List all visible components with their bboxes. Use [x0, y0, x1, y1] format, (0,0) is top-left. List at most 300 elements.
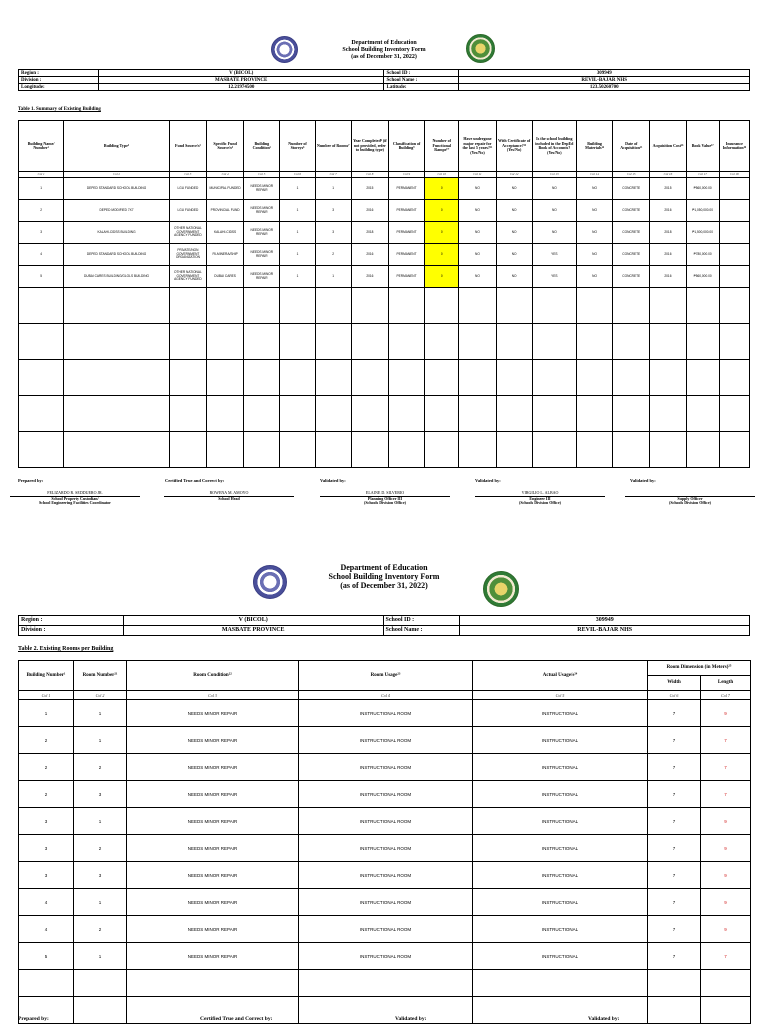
cell-actual-usage: INSTRUCTIONAL — [473, 781, 648, 808]
cell-major-repair: NO — [459, 266, 496, 288]
cell-building-name: 4 — [19, 244, 64, 266]
cell-length: 7 — [701, 781, 751, 808]
cell-date-of-acquisition: CONCRETE — [613, 244, 650, 266]
signatory-engineer — [475, 491, 605, 506]
validated-by-label-1: Validated by: — [395, 1016, 427, 1022]
table-row — [19, 244, 750, 266]
cell-width: 7 — [648, 727, 701, 754]
empty-row — [19, 970, 751, 997]
cell-building-number: 4 — [19, 916, 74, 943]
cell-actual-usage: INSTRUCTIONAL — [473, 943, 648, 970]
header-room-dimension: Room Dimension (in Meters)²⁵ — [648, 661, 751, 676]
cell-room-condition: NEEDS MINOR REPAIR — [127, 916, 299, 943]
school-info-table — [18, 615, 750, 636]
cell-major-repair: NO — [459, 244, 496, 266]
table-row — [19, 754, 751, 781]
table-row — [19, 916, 751, 943]
empty-cell — [388, 324, 424, 360]
empty-cell — [207, 396, 244, 432]
cell-date-of-acquisition: CONCRETE — [613, 178, 650, 200]
empty-cell — [19, 360, 64, 396]
rooms-per-building-table — [18, 660, 751, 1024]
cell-specific-fund-source: PROVINCIAL FUND — [207, 200, 244, 222]
cell-number-of-rooms: 1 — [315, 178, 351, 200]
cell-certificate-of-acceptance: NO — [496, 244, 532, 266]
empty-cell — [207, 432, 244, 468]
column-number: Col 5 — [473, 691, 648, 700]
cell-functional-ramps: 0 — [425, 266, 459, 288]
table2-label: Table 2. Existing Rooms per Building — [18, 646, 114, 652]
header-actual-usage: Actual Usage/s²⁴ — [473, 661, 648, 691]
validated-by-label-2: Validated by: — [588, 1016, 620, 1022]
cell-specific-fund-source: FILMINERA/SHIP — [207, 244, 244, 266]
signatory-school-head — [164, 491, 294, 501]
cell-room-usage: INSTRUCTIONAL ROOM — [299, 727, 473, 754]
table2-header-row-1 — [19, 661, 751, 676]
cell-classification: PERMANENT — [388, 200, 424, 222]
header-certificate-of-acceptance: With Certificate of Acceptance?¹² (Yes/No) — [496, 121, 532, 172]
school-id-label: School ID : — [384, 70, 459, 77]
cell-room-usage: INSTRUCTIONAL ROOM — [299, 916, 473, 943]
school-id-label: School ID : — [383, 616, 460, 626]
column-number: Col 3 — [169, 172, 206, 178]
empty-cell — [299, 970, 473, 997]
empty-cell — [459, 432, 496, 468]
empty-cell — [701, 997, 751, 1024]
column-number: Col 7 — [701, 691, 751, 700]
table-row — [19, 700, 751, 727]
cell-classification: PERMANENT — [388, 222, 424, 244]
column-number: Col 15 — [613, 172, 650, 178]
cell-number-of-storeys: 1 — [280, 266, 315, 288]
title-line-3: (as of December 31, 2022) — [340, 581, 428, 590]
header-building-materials: Building Materials¹⁴ — [576, 121, 612, 172]
latitude-label: Latitude: — [384, 84, 459, 91]
cell-width: 7 — [648, 808, 701, 835]
cell-room-usage: INSTRUCTIONAL ROOM — [299, 808, 473, 835]
table-row — [19, 835, 751, 862]
cell-room-condition: NEEDS MINOR REPAIR — [127, 862, 299, 889]
header-building-number: Building Number¹ — [19, 661, 74, 691]
empty-cell — [64, 396, 170, 432]
cell-number-of-rooms: 3 — [315, 200, 351, 222]
empty-cell — [19, 324, 64, 360]
cell-book-value: ₱560,000.00 — [686, 178, 719, 200]
cell-building-materials: NO — [576, 222, 612, 244]
cell-functional-ramps: 0 — [425, 222, 459, 244]
cell-specific-fund-source: KALAHI-CIDSS — [207, 222, 244, 244]
empty-cell — [244, 360, 280, 396]
cell-room-condition: NEEDS MINOR REPAIR — [127, 781, 299, 808]
cell-building-number: 3 — [19, 808, 74, 835]
title-line-1: Department of Education — [351, 40, 417, 46]
cell-building-condition: NEEDS MINOR REPAIR — [244, 178, 280, 200]
cell-book-value: ₱1,050,000.00 — [686, 200, 719, 222]
cell-date-of-acquisition: CONCRETE — [613, 200, 650, 222]
empty-cell — [388, 432, 424, 468]
cell-book-of-accounts: YES — [532, 244, 576, 266]
empty-cell — [686, 396, 719, 432]
cell-building-name: 3 — [19, 222, 64, 244]
empty-cell — [19, 432, 64, 468]
signatory-planning-officer — [320, 491, 450, 506]
column-number: Col 16 — [650, 172, 686, 178]
cell-room-number: 3 — [74, 781, 127, 808]
column-number: Col 17 — [686, 172, 719, 178]
cell-insurance-information — [719, 266, 749, 288]
prepared-by-label: Prepared by: — [18, 1016, 49, 1022]
empty-cell — [719, 324, 749, 360]
header-building-type: Building Type² — [64, 121, 170, 172]
division-value: MASBATE PROVINCE — [123, 626, 383, 636]
cell-building-name: 5 — [19, 266, 64, 288]
empty-cell — [719, 432, 749, 468]
empty-cell — [207, 360, 244, 396]
validated-by-label-3: Validated by: — [630, 478, 656, 483]
school-name-label: School Name : — [384, 77, 459, 84]
empty-cell — [576, 396, 612, 432]
column-number: Col 9 — [388, 172, 424, 178]
cell-room-usage: INSTRUCTIONAL ROOM — [299, 700, 473, 727]
building-summary-table — [18, 120, 750, 468]
column-number: Col 11 — [459, 172, 496, 178]
column-number: Col 14 — [576, 172, 612, 178]
empty-cell — [532, 324, 576, 360]
page-title — [274, 563, 494, 590]
signatory-role: (Schools Division Office) — [519, 500, 561, 505]
empty-cell — [650, 324, 686, 360]
header-building-condition: Building Condition⁵ — [244, 121, 280, 172]
empty-cell — [244, 432, 280, 468]
empty-cell — [648, 997, 701, 1024]
cell-major-repair: NO — [459, 222, 496, 244]
cell-building-number: 3 — [19, 862, 74, 889]
empty-cell — [299, 997, 473, 1024]
empty-cell — [459, 324, 496, 360]
division-value: MASBATE PROVINCE — [98, 77, 384, 84]
table-row — [19, 200, 750, 222]
header-building-name: Building Name/ Number¹ — [19, 121, 64, 172]
cell-length: 9 — [701, 835, 751, 862]
cell-actual-usage: INSTRUCTIONAL — [473, 727, 648, 754]
cell-building-number: 4 — [19, 889, 74, 916]
empty-cell — [701, 970, 751, 997]
column-number: Col 2 — [74, 691, 127, 700]
empty-cell — [244, 288, 280, 324]
cell-room-number: 2 — [74, 754, 127, 781]
cell-length: 7 — [701, 754, 751, 781]
cell-room-usage: INSTRUCTIONAL ROOM — [299, 781, 473, 808]
header-functional-ramps: Number of Functional Ramps¹⁰ — [425, 121, 459, 172]
empty-cell — [280, 396, 315, 432]
empty-cell — [169, 324, 206, 360]
region-value: V (BICOL) — [123, 616, 383, 626]
cell-width: 7 — [648, 781, 701, 808]
school-name-value: REVIL-BAJAR NHS — [460, 626, 750, 636]
cell-actual-usage: INSTRUCTIONAL — [473, 808, 648, 835]
column-number: Col 5 — [244, 172, 280, 178]
validated-by-label-2: Validated by: — [475, 478, 501, 483]
column-number: Col 12 — [496, 172, 532, 178]
cell-room-usage: INSTRUCTIONAL ROOM — [299, 862, 473, 889]
cell-acquisition-cost: 2016 — [650, 266, 686, 288]
header-number-of-rooms: Number of Rooms⁷ — [315, 121, 351, 172]
prepared-by-label: Prepared by: — [18, 478, 44, 483]
header-fund-source: Fund Source/s³ — [169, 121, 206, 172]
empty-cell — [280, 432, 315, 468]
header-book-of-accounts: Is the school building included in the DepEd Book of Accounts? (Yes/No) — [532, 121, 576, 172]
cell-book-value: ₱560,000.00 — [686, 266, 719, 288]
signatory-role: School Head — [218, 495, 240, 501]
cell-building-materials: NO — [576, 266, 612, 288]
empty-cell — [686, 432, 719, 468]
cell-insurance-information — [719, 222, 749, 244]
column-number: Col 8 — [351, 172, 388, 178]
header-insurance-information: Insurance Information¹⁸ — [719, 121, 749, 172]
title-line-1: Department of Education — [340, 563, 428, 572]
table-row — [19, 222, 750, 244]
division-label: Division : — [19, 626, 124, 636]
title-line-2: School Building Inventory Form — [342, 47, 426, 53]
empty-cell — [496, 324, 532, 360]
header-book-value: Book Value¹⁷ — [686, 121, 719, 172]
cell-date-of-acquisition: CONCRETE — [613, 222, 650, 244]
cell-number-of-rooms: 3 — [315, 222, 351, 244]
empty-cell — [169, 396, 206, 432]
cell-specific-fund-source: DUBAI CARES — [207, 266, 244, 288]
column-number: Col 6 — [648, 691, 701, 700]
empty-cell — [532, 288, 576, 324]
table-row — [19, 266, 750, 288]
empty-cell — [388, 360, 424, 396]
cell-building-type: DEPED STANDARD SCHOOL BUILDING — [64, 244, 170, 266]
table-row — [19, 178, 750, 200]
empty-row — [19, 432, 750, 468]
empty-cell — [169, 432, 206, 468]
empty-cell — [64, 360, 170, 396]
empty-row — [19, 360, 750, 396]
cell-length: 9 — [701, 916, 751, 943]
cell-building-materials: NO — [576, 178, 612, 200]
cell-building-number: 3 — [19, 835, 74, 862]
cell-room-condition: NEEDS MINOR REPAIR — [127, 835, 299, 862]
header-date-of-acquisition: Date of Acquisition¹⁵ — [613, 121, 650, 172]
cell-width: 7 — [648, 862, 701, 889]
school-id-value: 309949 — [460, 616, 750, 626]
cell-building-condition: NEEDS MINOR REPAIR — [244, 200, 280, 222]
cell-building-name: 1 — [19, 178, 64, 200]
empty-cell — [127, 970, 299, 997]
column-number: Col 1 — [19, 691, 74, 700]
cell-major-repair: NO — [459, 178, 496, 200]
column-number: Col 3 — [127, 691, 299, 700]
cell-number-of-storeys: 1 — [280, 200, 315, 222]
empty-cell — [459, 288, 496, 324]
empty-cell — [576, 360, 612, 396]
cell-actual-usage: INSTRUCTIONAL — [473, 889, 648, 916]
empty-cell — [459, 396, 496, 432]
latitude-value: 123.50260700 — [459, 84, 750, 91]
header-classification: Classification of Building⁹ — [388, 121, 424, 172]
empty-cell — [650, 288, 686, 324]
cell-room-number: 1 — [74, 808, 127, 835]
header-year-completed: Year Completed⁸ (if not provided, refer to building type) — [351, 121, 388, 172]
empty-cell — [719, 288, 749, 324]
cell-functional-ramps: 0 — [425, 200, 459, 222]
empty-cell — [19, 288, 64, 324]
cell-length: 9 — [701, 808, 751, 835]
column-number: Col 4 — [299, 691, 473, 700]
empty-cell — [169, 288, 206, 324]
cell-acquisition-cost: 2016 — [650, 244, 686, 266]
empty-cell — [351, 432, 388, 468]
cell-room-usage: INSTRUCTIONAL ROOM — [299, 889, 473, 916]
cell-year-completed: 2016 — [351, 266, 388, 288]
school-info-table — [18, 69, 750, 91]
cell-length: 7 — [701, 727, 751, 754]
empty-cell — [613, 288, 650, 324]
cell-book-of-accounts: NO — [532, 222, 576, 244]
cell-building-type: DUBAI CARES BUILDING/GLOLS BUILDING — [64, 266, 170, 288]
cell-year-completed: 2015 — [351, 178, 388, 200]
empty-cell — [280, 324, 315, 360]
cell-width: 7 — [648, 889, 701, 916]
empty-cell — [64, 288, 170, 324]
signatory-role: Supply Officer — [677, 495, 703, 501]
cell-building-type: KALAHI-CIDSS BUILDING — [64, 222, 170, 244]
empty-cell — [496, 432, 532, 468]
signatory-role: (Schools Division Office) — [364, 500, 406, 505]
empty-row — [19, 997, 751, 1024]
empty-cell — [473, 970, 648, 997]
cell-room-condition: NEEDS MINOR REPAIR — [127, 754, 299, 781]
cell-building-number: 5 — [19, 943, 74, 970]
empty-cell — [425, 360, 459, 396]
table-row — [19, 943, 751, 970]
empty-cell — [686, 288, 719, 324]
header-specific-fund-source: Specific Fund Source/s⁴ — [207, 121, 244, 172]
cell-actual-usage: INSTRUCTIONAL — [473, 700, 648, 727]
empty-cell — [425, 288, 459, 324]
header-width: Width — [648, 676, 701, 691]
empty-cell — [351, 360, 388, 396]
empty-cell — [532, 432, 576, 468]
cell-specific-fund-source: MUNICIPAL FUNDED — [207, 178, 244, 200]
header-length: Length — [701, 676, 751, 691]
cell-room-usage: INSTRUCTIONAL ROOM — [299, 943, 473, 970]
school-name-value: REVIL-BAJAR NHS — [459, 77, 750, 84]
empty-cell — [650, 360, 686, 396]
cell-room-number: 2 — [74, 916, 127, 943]
cell-major-repair: NO — [459, 200, 496, 222]
signatory-name: ROWENA M. AMOYO — [164, 491, 294, 497]
empty-cell — [425, 324, 459, 360]
empty-cell — [496, 396, 532, 432]
empty-cell — [74, 970, 127, 997]
cell-book-of-accounts: YES — [532, 266, 576, 288]
cell-fund-source: OTHER NATIONAL GOVERNMENT AGENCY FUNDED — [169, 222, 206, 244]
longitude-value: 12.21974500 — [98, 84, 384, 91]
title-line-2: School Building Inventory Form — [328, 572, 440, 581]
cell-fund-source: LGU FUNDED — [169, 200, 206, 222]
cell-building-name: 2 — [19, 200, 64, 222]
header-room-number: Room Number²¹ — [74, 661, 127, 691]
cell-actual-usage: INSTRUCTIONAL — [473, 835, 648, 862]
empty-row — [19, 288, 750, 324]
empty-cell — [613, 396, 650, 432]
empty-cell — [280, 360, 315, 396]
cell-length: 9 — [701, 862, 751, 889]
empty-cell — [351, 396, 388, 432]
empty-cell — [532, 396, 576, 432]
cell-classification: PERMANENT — [388, 244, 424, 266]
empty-cell — [169, 360, 206, 396]
cell-date-of-acquisition: CONCRETE — [613, 266, 650, 288]
empty-cell — [19, 970, 74, 997]
cell-building-materials: NO — [576, 200, 612, 222]
signatory-role: Planning Officer III — [367, 495, 403, 501]
header-major-repair: Have undergone major repair for the last 5 years?¹¹ (Yes/No) — [459, 121, 496, 172]
school-id-value: 309949 — [459, 70, 750, 77]
cell-building-number: 2 — [19, 781, 74, 808]
cell-functional-ramps: 0 — [425, 178, 459, 200]
empty-cell — [496, 288, 532, 324]
empty-cell — [496, 360, 532, 396]
cell-number-of-storeys: 1 — [280, 244, 315, 266]
header-room-condition: Room Condition²² — [127, 661, 299, 691]
cell-actual-usage: INSTRUCTIONAL — [473, 916, 648, 943]
cell-acquisition-cost: 2018 — [650, 222, 686, 244]
cell-room-condition: NEEDS MINOR REPAIR — [127, 943, 299, 970]
cell-width: 7 — [648, 916, 701, 943]
empty-cell — [613, 324, 650, 360]
header-number-of-storeys: Number of Storeys⁶ — [280, 121, 315, 172]
cell-room-condition: NEEDS MINOR REPAIR — [127, 889, 299, 916]
cell-functional-ramps: 0 — [425, 244, 459, 266]
column-number: Col 2 — [64, 172, 170, 178]
table1-header-row — [19, 121, 750, 172]
cell-certificate-of-acceptance: NO — [496, 266, 532, 288]
cell-year-completed: 2016 — [351, 244, 388, 266]
empty-cell — [280, 288, 315, 324]
signatory-name: VIRGILIO L. ALBAO — [475, 491, 605, 497]
cell-actual-usage: INSTRUCTIONAL — [473, 754, 648, 781]
empty-cell — [686, 360, 719, 396]
empty-cell — [532, 360, 576, 396]
cell-length: 9 — [701, 889, 751, 916]
empty-cell — [315, 360, 351, 396]
empty-cell — [64, 324, 170, 360]
cell-room-number: 1 — [74, 727, 127, 754]
cell-classification: PERMANENT — [388, 266, 424, 288]
cell-width: 7 — [648, 943, 701, 970]
cell-insurance-information — [719, 178, 749, 200]
cell-number-of-storeys: 1 — [280, 178, 315, 200]
empty-cell — [576, 288, 612, 324]
empty-cell — [207, 288, 244, 324]
empty-cell — [351, 288, 388, 324]
column-number: Col 4 — [207, 172, 244, 178]
cell-building-condition: NEEDS MINOR REPAIR — [244, 244, 280, 266]
signatory-custodian — [10, 491, 140, 506]
table-row — [19, 727, 751, 754]
empty-cell — [315, 288, 351, 324]
empty-cell — [686, 324, 719, 360]
cell-building-type: DEPED STANDARD SCHOOL BUILDING — [64, 178, 170, 200]
region-label: Region : — [19, 616, 124, 626]
cell-length: 7 — [701, 943, 751, 970]
signatory-role: Engineer III — [529, 495, 551, 501]
